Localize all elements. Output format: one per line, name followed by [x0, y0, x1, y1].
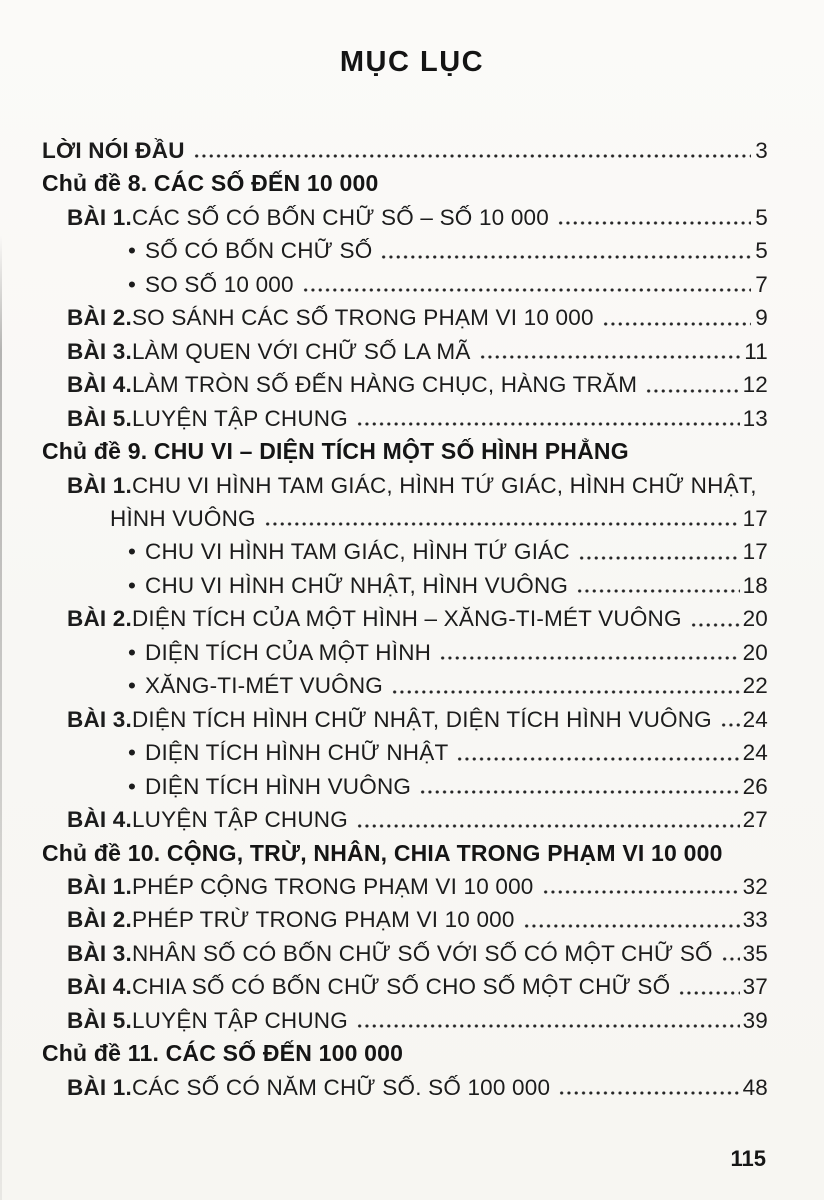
lesson-number: BÀI 3. — [67, 706, 132, 732]
toc-lesson-continuation-row — [110, 502, 768, 535]
dot-leader — [479, 355, 742, 359]
entry-page-number: 24 — [742, 740, 768, 766]
dot-leader — [602, 322, 751, 326]
dot-leader — [302, 288, 751, 292]
dot-leader — [523, 924, 740, 928]
entry-label: SO SỐ 10 000 — [145, 271, 294, 297]
toc-bullet-row — [128, 736, 768, 769]
bullet-icon: • — [128, 539, 137, 565]
entry-page-number: 32 — [742, 873, 768, 899]
entry-page-number: 35 — [742, 940, 768, 966]
bullet-icon: • — [128, 271, 137, 297]
dot-leader — [356, 824, 740, 828]
entry-page-number: 26 — [742, 773, 768, 799]
entry-label: SO SÁNH CÁC SỐ TRONG PHẠM VI 10 000 — [131, 305, 594, 331]
toc-bullet-row — [128, 535, 768, 568]
entry-page-number: 13 — [742, 405, 768, 431]
entry-page-number: 37 — [742, 974, 768, 1000]
bullet-icon: • — [128, 673, 137, 699]
entry-label: NHÂN SỐ CÓ BỐN CHỮ SỐ VỚI SỐ CÓ MỘT CHỮ SỐ — [131, 940, 713, 966]
dot-leader — [264, 522, 740, 526]
lesson-number: BÀI 5. — [67, 1007, 132, 1033]
entry-label: DIỆN TÍCH CỦA MỘT HÌNH – XĂNG-TI-MÉT VUÔNG — [131, 606, 682, 632]
entry-page-number: 12 — [742, 372, 768, 398]
toc-lesson-row — [67, 201, 768, 234]
dot-leader — [391, 690, 740, 694]
lesson-number: BÀI 4. — [67, 974, 132, 1000]
dot-leader — [456, 757, 739, 761]
toc-lesson-row — [67, 335, 768, 368]
entry-page-number: 5 — [755, 238, 768, 264]
dot-leader — [558, 1091, 739, 1095]
toc-lesson-row — [67, 970, 768, 1003]
dot-leader — [690, 623, 740, 627]
toc-lesson-row — [67, 937, 768, 970]
entry-page-number: 11 — [744, 338, 768, 364]
entry-label: CHIA SỐ CÓ BỐN CHỮ SỐ CHO SỐ MỘT CHỮ SỐ — [131, 974, 671, 1000]
toc-chapter-row — [42, 837, 768, 870]
entry-page-number: 7 — [755, 271, 768, 297]
entry-page-number: 3 — [755, 138, 768, 163]
entry-label: DIỆN TÍCH HÌNH CHỮ NHẬT — [145, 740, 449, 766]
entry-page-number: 9 — [755, 305, 768, 331]
entry-label: CHU VI HÌNH TAM GIÁC, HÌNH TỨ GIÁC — [145, 539, 570, 565]
dot-leader — [721, 957, 740, 961]
entry-page-number: 27 — [742, 807, 768, 833]
table-of-contents — [42, 134, 768, 1104]
dot-leader — [356, 1024, 740, 1028]
entry-label: LÀM TRÒN SỐ ĐẾN HÀNG CHỤC, HÀNG TRĂM — [131, 372, 638, 398]
dot-leader — [193, 154, 751, 158]
toc-lesson-row — [67, 870, 768, 903]
lesson-number: BÀI 1. — [67, 472, 132, 498]
lesson-number: BÀI 2. — [67, 907, 132, 933]
bullet-icon: • — [128, 238, 137, 264]
bullet-icon: • — [128, 572, 137, 598]
lesson-number: BÀI 4. — [67, 372, 132, 398]
lesson-number: BÀI 2. — [67, 606, 132, 632]
entry-label: LUYỆN TẬP CHUNG — [131, 807, 348, 833]
lesson-number: BÀI 4. — [67, 807, 132, 833]
lesson-number: BÀI 5. — [67, 405, 132, 431]
dot-leader — [720, 723, 740, 727]
toc-lesson-row — [67, 602, 768, 635]
toc-lesson-row — [67, 301, 768, 334]
dot-leader — [356, 422, 740, 426]
page-title: MỤC LỤC — [339, 46, 485, 78]
dot-leader — [576, 589, 739, 593]
toc-chapter-row — [42, 167, 768, 200]
entry-label: DIỆN TÍCH HÌNH VUÔNG — [145, 773, 412, 799]
entry-page-number: 17 — [742, 539, 768, 565]
entry-label: LUYỆN TẬP CHUNG — [131, 1007, 348, 1033]
lesson-number: BÀI 3. — [67, 338, 132, 364]
entry-label: DIỆN TÍCH CỦA MỘT HÌNH — [145, 639, 432, 665]
toc-lesson-row — [67, 703, 768, 736]
entry-label: CHU VI HÌNH TAM GIÁC, HÌNH TỨ GIÁC, HÌNH CHỮ NHẬT, — [131, 472, 757, 498]
toc-bullet-row — [128, 669, 768, 702]
toc-lesson-row — [67, 1004, 768, 1037]
toc-top-row — [42, 134, 768, 167]
lesson-number: BÀI 1. — [67, 1074, 132, 1100]
chapter-label: Chủ đề 9. CHU VI – DIỆN TÍCH MỘT SỐ HÌNH PHẲNG — [42, 438, 629, 465]
toc-lesson-row — [67, 368, 768, 401]
toc-lesson-row — [67, 402, 768, 435]
dot-leader — [419, 790, 739, 794]
entry-label: DIỆN TÍCH HÌNH CHỮ NHẬT, DIỆN TÍCH HÌNH VUÔNG — [131, 706, 712, 732]
entry-page-number: 18 — [742, 572, 768, 598]
lesson-number: BÀI 3. — [67, 940, 132, 966]
entry-label: LÀM QUEN VỚI CHỮ SỐ LA MÃ — [131, 338, 471, 364]
dot-leader — [578, 556, 740, 560]
toc-lesson-row — [67, 469, 768, 502]
footer-page-number: 115 — [730, 1146, 766, 1171]
dot-leader — [557, 221, 751, 225]
entry-page-number: 20 — [742, 606, 768, 632]
dot-leader — [678, 991, 739, 995]
entry-label: CÁC SỐ CÓ BỐN CHỮ SỐ – SỐ 10 000 — [131, 204, 549, 230]
entry-label: CHU VI HÌNH CHỮ NHẬT, HÌNH VUÔNG — [145, 572, 569, 598]
toc-bullet-row — [128, 636, 768, 669]
toc-lesson-row — [67, 903, 768, 936]
toc-lesson-row — [67, 1071, 768, 1104]
entry-label: PHÉP CỘNG TRONG PHẠM VI 10 000 — [131, 873, 534, 899]
chapter-label: Chủ đề 11. CÁC SỐ ĐẾN 100 000 — [42, 1040, 404, 1067]
entry-label: CÁC SỐ CÓ NĂM CHỮ SỐ. SỐ 100 000 — [131, 1074, 551, 1100]
entry-page-number: 33 — [742, 907, 768, 933]
entry-label: XĂNG-TI-MÉT VUÔNG — [145, 673, 383, 699]
entry-page-number: 5 — [755, 204, 768, 230]
toc-lesson-row — [67, 803, 768, 836]
bullet-icon: • — [128, 639, 137, 665]
entry-page-number: 39 — [742, 1007, 768, 1033]
toc-chapter-row — [42, 435, 768, 468]
toc-bullet-row — [128, 234, 768, 267]
toc-bullet-row — [128, 569, 768, 602]
entry-page-number: 20 — [742, 639, 768, 665]
chapter-label: Chủ đề 10. CỘNG, TRỪ, NHÂN, CHIA TRONG PHẠM VI 10 000 — [42, 839, 723, 866]
entry-label: LUYỆN TẬP CHUNG — [131, 405, 348, 431]
dot-leader — [645, 389, 739, 393]
chapter-label: Chủ đề 8. CÁC SỐ ĐẾN 10 000 — [42, 170, 379, 197]
lesson-number: BÀI 1. — [67, 204, 132, 230]
lesson-number: BÀI 2. — [67, 305, 132, 331]
dot-leader — [380, 255, 751, 259]
toc-bullet-row — [128, 268, 768, 301]
dot-leader — [542, 890, 740, 894]
entry-label: SỐ CÓ BỐN CHỮ SỐ — [145, 238, 373, 264]
entry-label: LỜI NÓI ĐẦU — [42, 138, 185, 163]
entry-page-number: 48 — [742, 1074, 768, 1100]
entry-label: PHÉP TRỪ TRONG PHẠM VI 10 000 — [131, 907, 515, 933]
lesson-number: BÀI 1. — [67, 873, 132, 899]
entry-label-continued: HÌNH VUÔNG — [110, 505, 256, 531]
entry-page-number: 17 — [742, 505, 768, 531]
entry-page-number: 22 — [742, 673, 768, 699]
toc-bullet-row — [128, 770, 768, 803]
bullet-icon: • — [128, 773, 137, 799]
bullet-icon: • — [128, 740, 137, 766]
toc-chapter-row — [42, 1037, 768, 1070]
entry-page-number: 24 — [742, 706, 768, 732]
dot-leader — [439, 656, 739, 660]
